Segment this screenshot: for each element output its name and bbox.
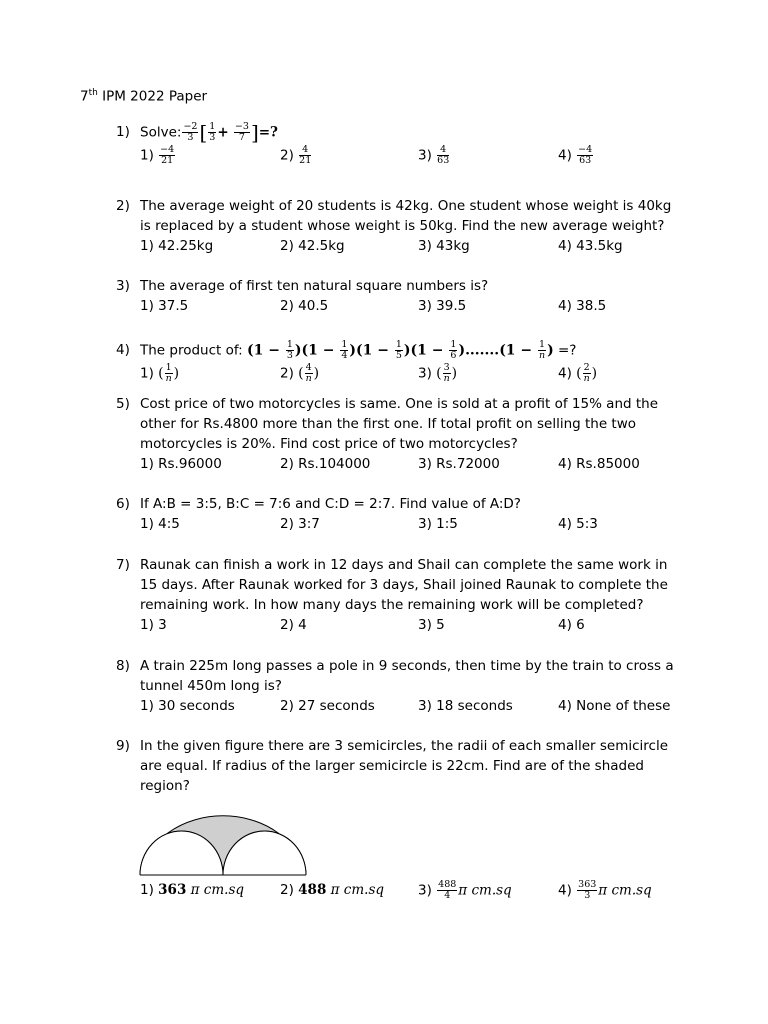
question-text: Raunak can finish a work in 12 days and Shail can complete the same work in 15 days. After Raunak worked for 3 days, Shail joined Raunak to complete the remaining work. In how many days the remaining work will be completed? xyxy=(140,557,668,613)
question-2 xyxy=(116,196,686,256)
option-2[interactable]: 2) 3:7 xyxy=(280,516,320,532)
question-number: 8) xyxy=(116,658,130,674)
question-text: The average weight of 20 students is 42kg. One student whose weight is 40kg is replaced by a student whose weight is 50kg. Find the new average weight? xyxy=(140,198,672,234)
paper-title xyxy=(80,88,207,105)
option-1[interactable]: 1) $\frac{-4}{21}$ xyxy=(140,144,175,166)
question-text: In the given figure there are 3 semicircles, the radii of each smaller semicircle are equal. If radius of the larger semicircle is 22cm. Find are of the shaded region? xyxy=(140,738,669,794)
question-9 xyxy=(116,736,686,796)
solve-label: Solve: xyxy=(140,124,182,141)
product-label: The product of: xyxy=(140,342,243,359)
option-3[interactable]: 3) $\frac{4}{63}$ xyxy=(418,144,450,166)
option-4[interactable]: 4) ( $\frac{2}{n}$ ) xyxy=(558,362,598,384)
option-3[interactable]: 3) Rs.72000 xyxy=(418,456,500,472)
option-2[interactable]: 2) 488 π cm.sq xyxy=(280,882,385,898)
question-text: The average of first ten natural square numbers is? xyxy=(140,278,489,294)
options-row xyxy=(140,296,686,316)
question-number: 1) xyxy=(116,124,130,140)
question-6 xyxy=(116,494,686,534)
question-7 xyxy=(116,555,686,635)
option-3[interactable]: 3) ( $\frac{3}{n}$ ) xyxy=(418,362,458,384)
options-row xyxy=(140,880,686,900)
fraction: $\frac{1}{3}$ xyxy=(209,121,216,143)
option-1[interactable]: 1) 37.5 xyxy=(140,298,189,314)
option-4[interactable]: 4) 43.5kg xyxy=(558,238,623,254)
option-2[interactable]: 2) 42.5kg xyxy=(280,238,345,254)
question-number: 9) xyxy=(116,738,130,754)
option-2[interactable]: 2) 27 seconds xyxy=(280,698,375,714)
options-row xyxy=(140,145,686,165)
option-1[interactable]: 1) ( $\frac{1}{n}$ ) xyxy=(140,362,180,384)
options-row xyxy=(140,615,686,635)
option-4[interactable]: 4) $\frac{-4}{63}$ xyxy=(558,144,593,166)
option-2[interactable]: 2) 40.5 xyxy=(280,298,329,314)
question-number: 6) xyxy=(116,496,130,512)
option-4[interactable]: 4) $\frac{363}{3}$ π cm.sq xyxy=(558,879,652,901)
question-number: 2) xyxy=(116,198,130,214)
question-text: Solve: $\frac{-2}{3}$ [ $\frac{1}{3}$ + $\frac{-3}{7}$ ]=? xyxy=(140,120,278,145)
options-row xyxy=(140,514,686,534)
question-3 xyxy=(116,276,686,316)
option-4[interactable]: 4) 38.5 xyxy=(558,298,607,314)
fraction: $\frac{-3}{7}$ xyxy=(234,121,249,143)
option-2[interactable]: 2) 4 xyxy=(280,617,307,633)
option-2[interactable]: 2) $\frac{4}{21}$ xyxy=(280,144,312,166)
question-number: 5) xyxy=(116,396,130,412)
title-number: 7 xyxy=(80,88,89,105)
option-3[interactable]: 3) 39.5 xyxy=(418,298,467,314)
option-3[interactable]: 3) 43kg xyxy=(418,238,470,254)
option-3[interactable]: 3) 18 seconds xyxy=(418,698,513,714)
options-row xyxy=(140,696,686,716)
title-superscript: th xyxy=(88,88,98,98)
question-text: Cost price of two motorcycles is same. One is sold at a profit of 15% and the other for Rs.4800 more than the first one. If total profit on selling the two motorcycles is 20%. Find cost price of two motorcycles? xyxy=(140,396,659,452)
option-4[interactable]: 4) None of these xyxy=(558,698,671,714)
option-2[interactable]: 2) ( $\frac{4}{n}$ ) xyxy=(280,362,320,384)
question-8 xyxy=(116,656,686,716)
option-4[interactable]: 4) 5:3 xyxy=(558,516,598,532)
question-number: 4) xyxy=(116,342,130,358)
question-4 xyxy=(116,340,686,383)
option-4[interactable]: 4) Rs.85000 xyxy=(558,456,640,472)
question-number: 3) xyxy=(116,278,130,294)
option-2[interactable]: 2) Rs.104000 xyxy=(280,456,371,472)
question-1 xyxy=(116,122,686,165)
question-text: The product of: (1 − $\frac{1}{3}$ )(1 − $\frac{1}{4}$ )(1 − $\frac{1}{5}$ )(1 − $\frac{1}{6}$ ).......(1 − $\frac{1}{n}$ ) =? xyxy=(140,339,577,361)
question-text: A train 225m long passes a pole in 9 seconds, then time by the train to cross a tunnel 450m long is? xyxy=(140,658,674,694)
option-4[interactable]: 4) 6 xyxy=(558,617,585,633)
option-1[interactable]: 1) 4:5 xyxy=(140,516,180,532)
option-3[interactable]: 3) $\frac{488}{4}$ π cm.sq xyxy=(418,879,512,901)
option-3[interactable]: 3) 1:5 xyxy=(418,516,458,532)
option-1[interactable]: 1) 30 seconds xyxy=(140,698,235,714)
options-row xyxy=(140,454,686,474)
question-5 xyxy=(116,394,686,474)
question-9-options xyxy=(116,880,686,900)
question-number: 7) xyxy=(116,557,130,573)
option-1[interactable]: 1) 3 xyxy=(140,617,167,633)
question-text: If A:B = 3:5, B:C = 7:6 and C:D = 2:7. Find value of A:D? xyxy=(140,496,521,512)
options-row xyxy=(140,363,686,383)
option-3[interactable]: 3) 5 xyxy=(418,617,445,633)
option-1[interactable]: 1) Rs.96000 xyxy=(140,456,222,472)
option-1[interactable]: 1) 363 π cm.sq xyxy=(140,882,245,898)
title-text: IPM 2022 Paper xyxy=(97,88,208,105)
semicircles-figure xyxy=(138,802,308,878)
option-1[interactable]: 1) 42.25kg xyxy=(140,238,214,254)
options-row xyxy=(140,236,686,256)
fraction: $\frac{-2}{3}$ xyxy=(183,121,198,143)
